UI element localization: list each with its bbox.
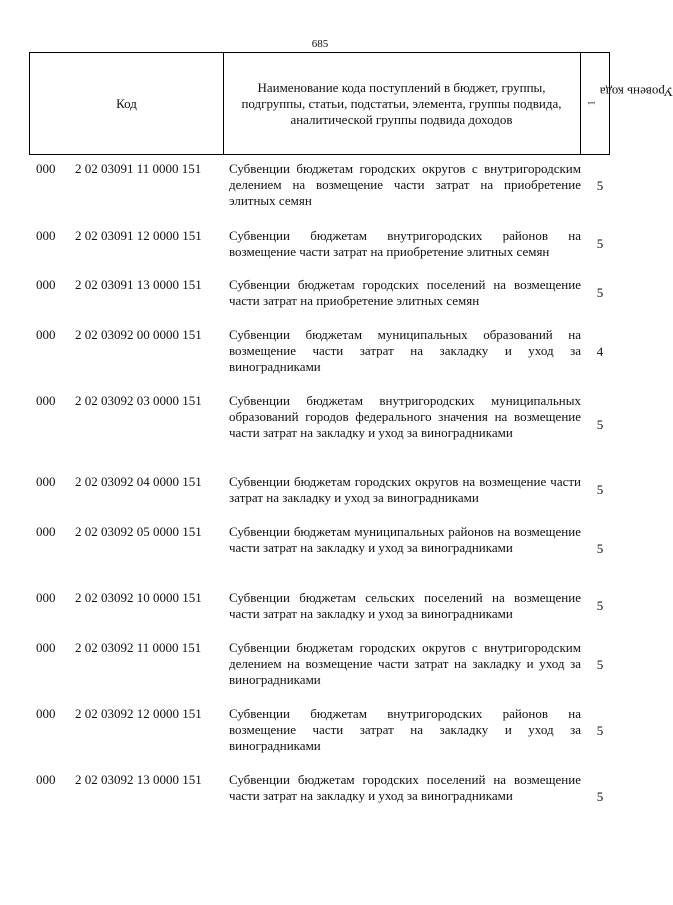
revenue-code: 2 02 03092 05 0000 151 <box>75 524 202 539</box>
header-level-label: Уровень кода <box>599 84 673 100</box>
code-level: 5 <box>596 789 604 804</box>
header-level-footnote: 1 <box>586 100 597 106</box>
revenue-code: 2 02 03092 03 0000 151 <box>75 393 202 408</box>
revenue-name: Субвенции бюджетам городских округов с внутригородским делением на возмещение части затрат на закладку и уход за виноградниками <box>229 640 581 687</box>
code-level: 5 <box>596 482 604 497</box>
page-number: 685 <box>311 38 329 50</box>
table-header <box>29 52 673 155</box>
code-level: 5 <box>596 417 604 432</box>
admin-code: 000 <box>36 474 56 489</box>
admin-code: 000 <box>36 393 56 408</box>
code-level: 5 <box>596 236 604 251</box>
header-level <box>581 53 673 154</box>
revenue-code: 2 02 03092 11 0000 151 <box>75 640 202 655</box>
admin-code: 000 <box>36 590 56 605</box>
code-level: 5 <box>596 657 604 672</box>
revenue-name: Субвенции бюджетам муниципальных образований на возмещение части затрат на закладку и уход за виноградниками <box>229 327 581 374</box>
revenue-name: Субвенции бюджетам внутригородских районов на возмещение части затрат на приобретение элитных семян <box>229 228 581 259</box>
code-level: 5 <box>596 178 604 193</box>
revenue-name: Субвенции бюджетам городских поселений на возмещение части затрат на приобретение элитных семян <box>229 277 581 308</box>
revenue-code: 2 02 03092 04 0000 151 <box>75 474 202 489</box>
revenue-code: 2 02 03092 12 0000 151 <box>75 706 202 721</box>
header-name: Наименование кода поступлений в бюджет, группы, подгруппы, статьи, подстатьи, элемента, группы подвида, аналитической группы подвида доходов <box>223 53 581 154</box>
revenue-code: 2 02 03091 12 0000 151 <box>75 228 202 243</box>
code-level: 5 <box>596 285 604 300</box>
revenue-code: 2 02 03092 00 0000 151 <box>75 327 202 342</box>
code-level: 5 <box>596 723 604 738</box>
admin-code: 000 <box>36 640 56 655</box>
revenue-name: Субвенции бюджетам муниципальных районов на возмещение части затрат на закладку и уход за виноградниками <box>229 524 581 555</box>
admin-code: 000 <box>36 277 56 292</box>
admin-code: 000 <box>36 772 56 787</box>
admin-code: 000 <box>36 161 56 176</box>
header-code: Код <box>30 53 224 154</box>
revenue-code: 2 02 03091 13 0000 151 <box>75 277 202 292</box>
admin-code: 000 <box>36 706 56 721</box>
revenue-name: Субвенции бюджетам городских округов с внутригородским делением на возмещение части затрат на приобретение элитных семян <box>229 161 581 208</box>
code-level: 5 <box>596 598 604 613</box>
revenue-code: 2 02 03091 11 0000 151 <box>75 161 202 176</box>
revenue-name: Субвенции бюджетам внутригородских муниципальных образований городов федерального значения на возмещение части затрат на закладку и уход за виноградниками <box>229 393 581 440</box>
admin-code: 000 <box>36 524 56 539</box>
revenue-code: 2 02 03092 13 0000 151 <box>75 772 202 787</box>
code-level: 5 <box>596 541 604 556</box>
revenue-name: Субвенции бюджетам городских округов на возмещение части затрат на закладку и уход за виноградниками <box>229 474 581 505</box>
admin-code: 000 <box>36 327 56 342</box>
revenue-name: Субвенции бюджетам сельских поселений на возмещение части затрат на закладку и уход за виноградниками <box>229 590 581 621</box>
revenue-name: Субвенции бюджетам внутригородских районов на возмещение части затрат на закладку и уход за виноградниками <box>229 706 581 753</box>
revenue-name: Субвенции бюджетам городских поселений на возмещение части затрат на закладку и уход за виноградниками <box>229 772 581 803</box>
revenue-code: 2 02 03092 10 0000 151 <box>75 590 202 605</box>
code-level: 4 <box>596 344 604 359</box>
admin-code: 000 <box>36 228 56 243</box>
